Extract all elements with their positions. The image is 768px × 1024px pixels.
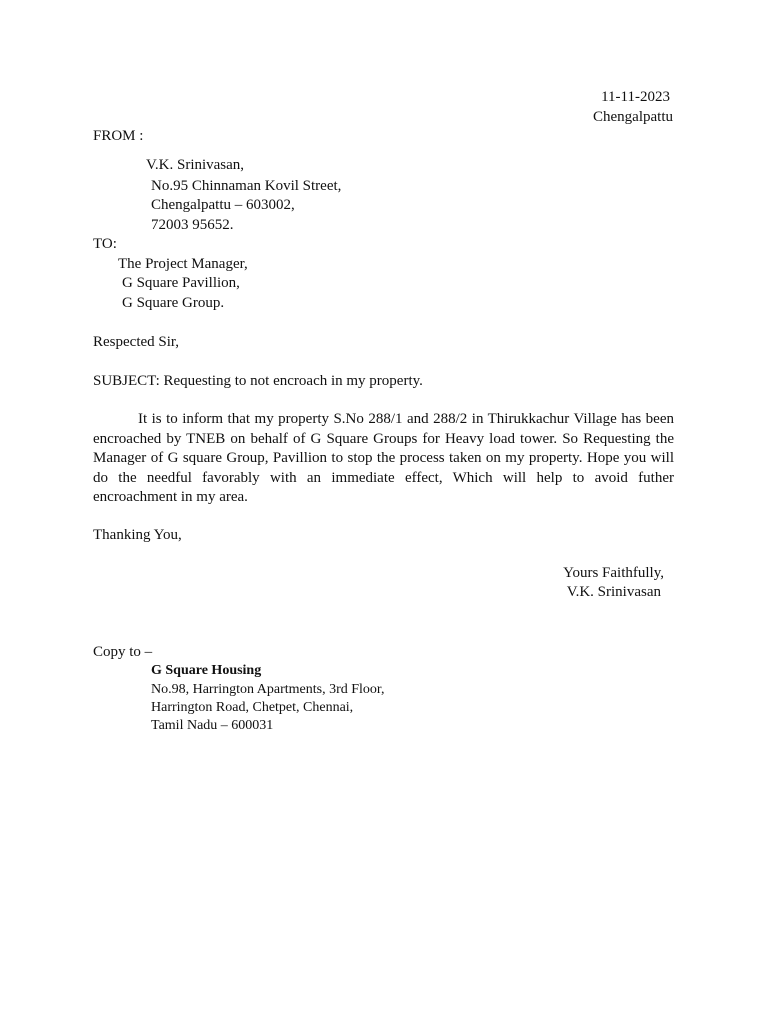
sender-street: No.95 Chinnaman Kovil Street, <box>151 178 342 194</box>
copy-address-line: Harrington Road, Chetpet, Chennai, <box>151 700 354 715</box>
signature-name: V.K. Srinivasan <box>566 584 661 600</box>
closing-phrase: Yours Faithfully, <box>563 565 664 581</box>
copy-address-line: No.98, Harrington Apartments, 3rd Floor, <box>151 682 385 697</box>
salutation: Respected Sir, <box>93 334 180 350</box>
letter-date: 11-11-2023 <box>601 89 670 105</box>
letter-body: It is to inform that my property S.No 288/1 and 288/2 in Thirukkachur Village has been encroached by TNEB on behalf of G Square Groups for Heavy load tower. So Requesting the Manager of G square Group, Pavillion to stop the process taken on my property. Hope you will do the needful favorably with an immediate effect, Which will help to avoid futher encroachment in my area. <box>93 411 674 506</box>
recipient-group: G Square Group. <box>122 295 225 311</box>
subject-line: SUBJECT: Requesting to not encroach in my property. <box>93 373 423 389</box>
sender-city: Chengalpattu – 603002, <box>151 197 295 213</box>
recipient-org: G Square Pavillion, <box>122 275 240 291</box>
thanks-line: Thanking You, <box>93 527 182 543</box>
letter-place: Chengalpattu <box>593 109 673 125</box>
sender-phone: 72003 95652. <box>151 217 234 233</box>
from-label: FROM : <box>93 128 144 144</box>
sender-name: V.K. Srinivasan, <box>146 157 245 173</box>
copy-to-label: Copy to – <box>93 644 153 660</box>
recipient-title: The Project Manager, <box>118 256 248 272</box>
to-label: TO: <box>93 236 117 252</box>
copy-recipient-name: G Square Housing <box>151 663 262 678</box>
copy-address-line: Tamil Nadu – 600031 <box>151 718 274 733</box>
